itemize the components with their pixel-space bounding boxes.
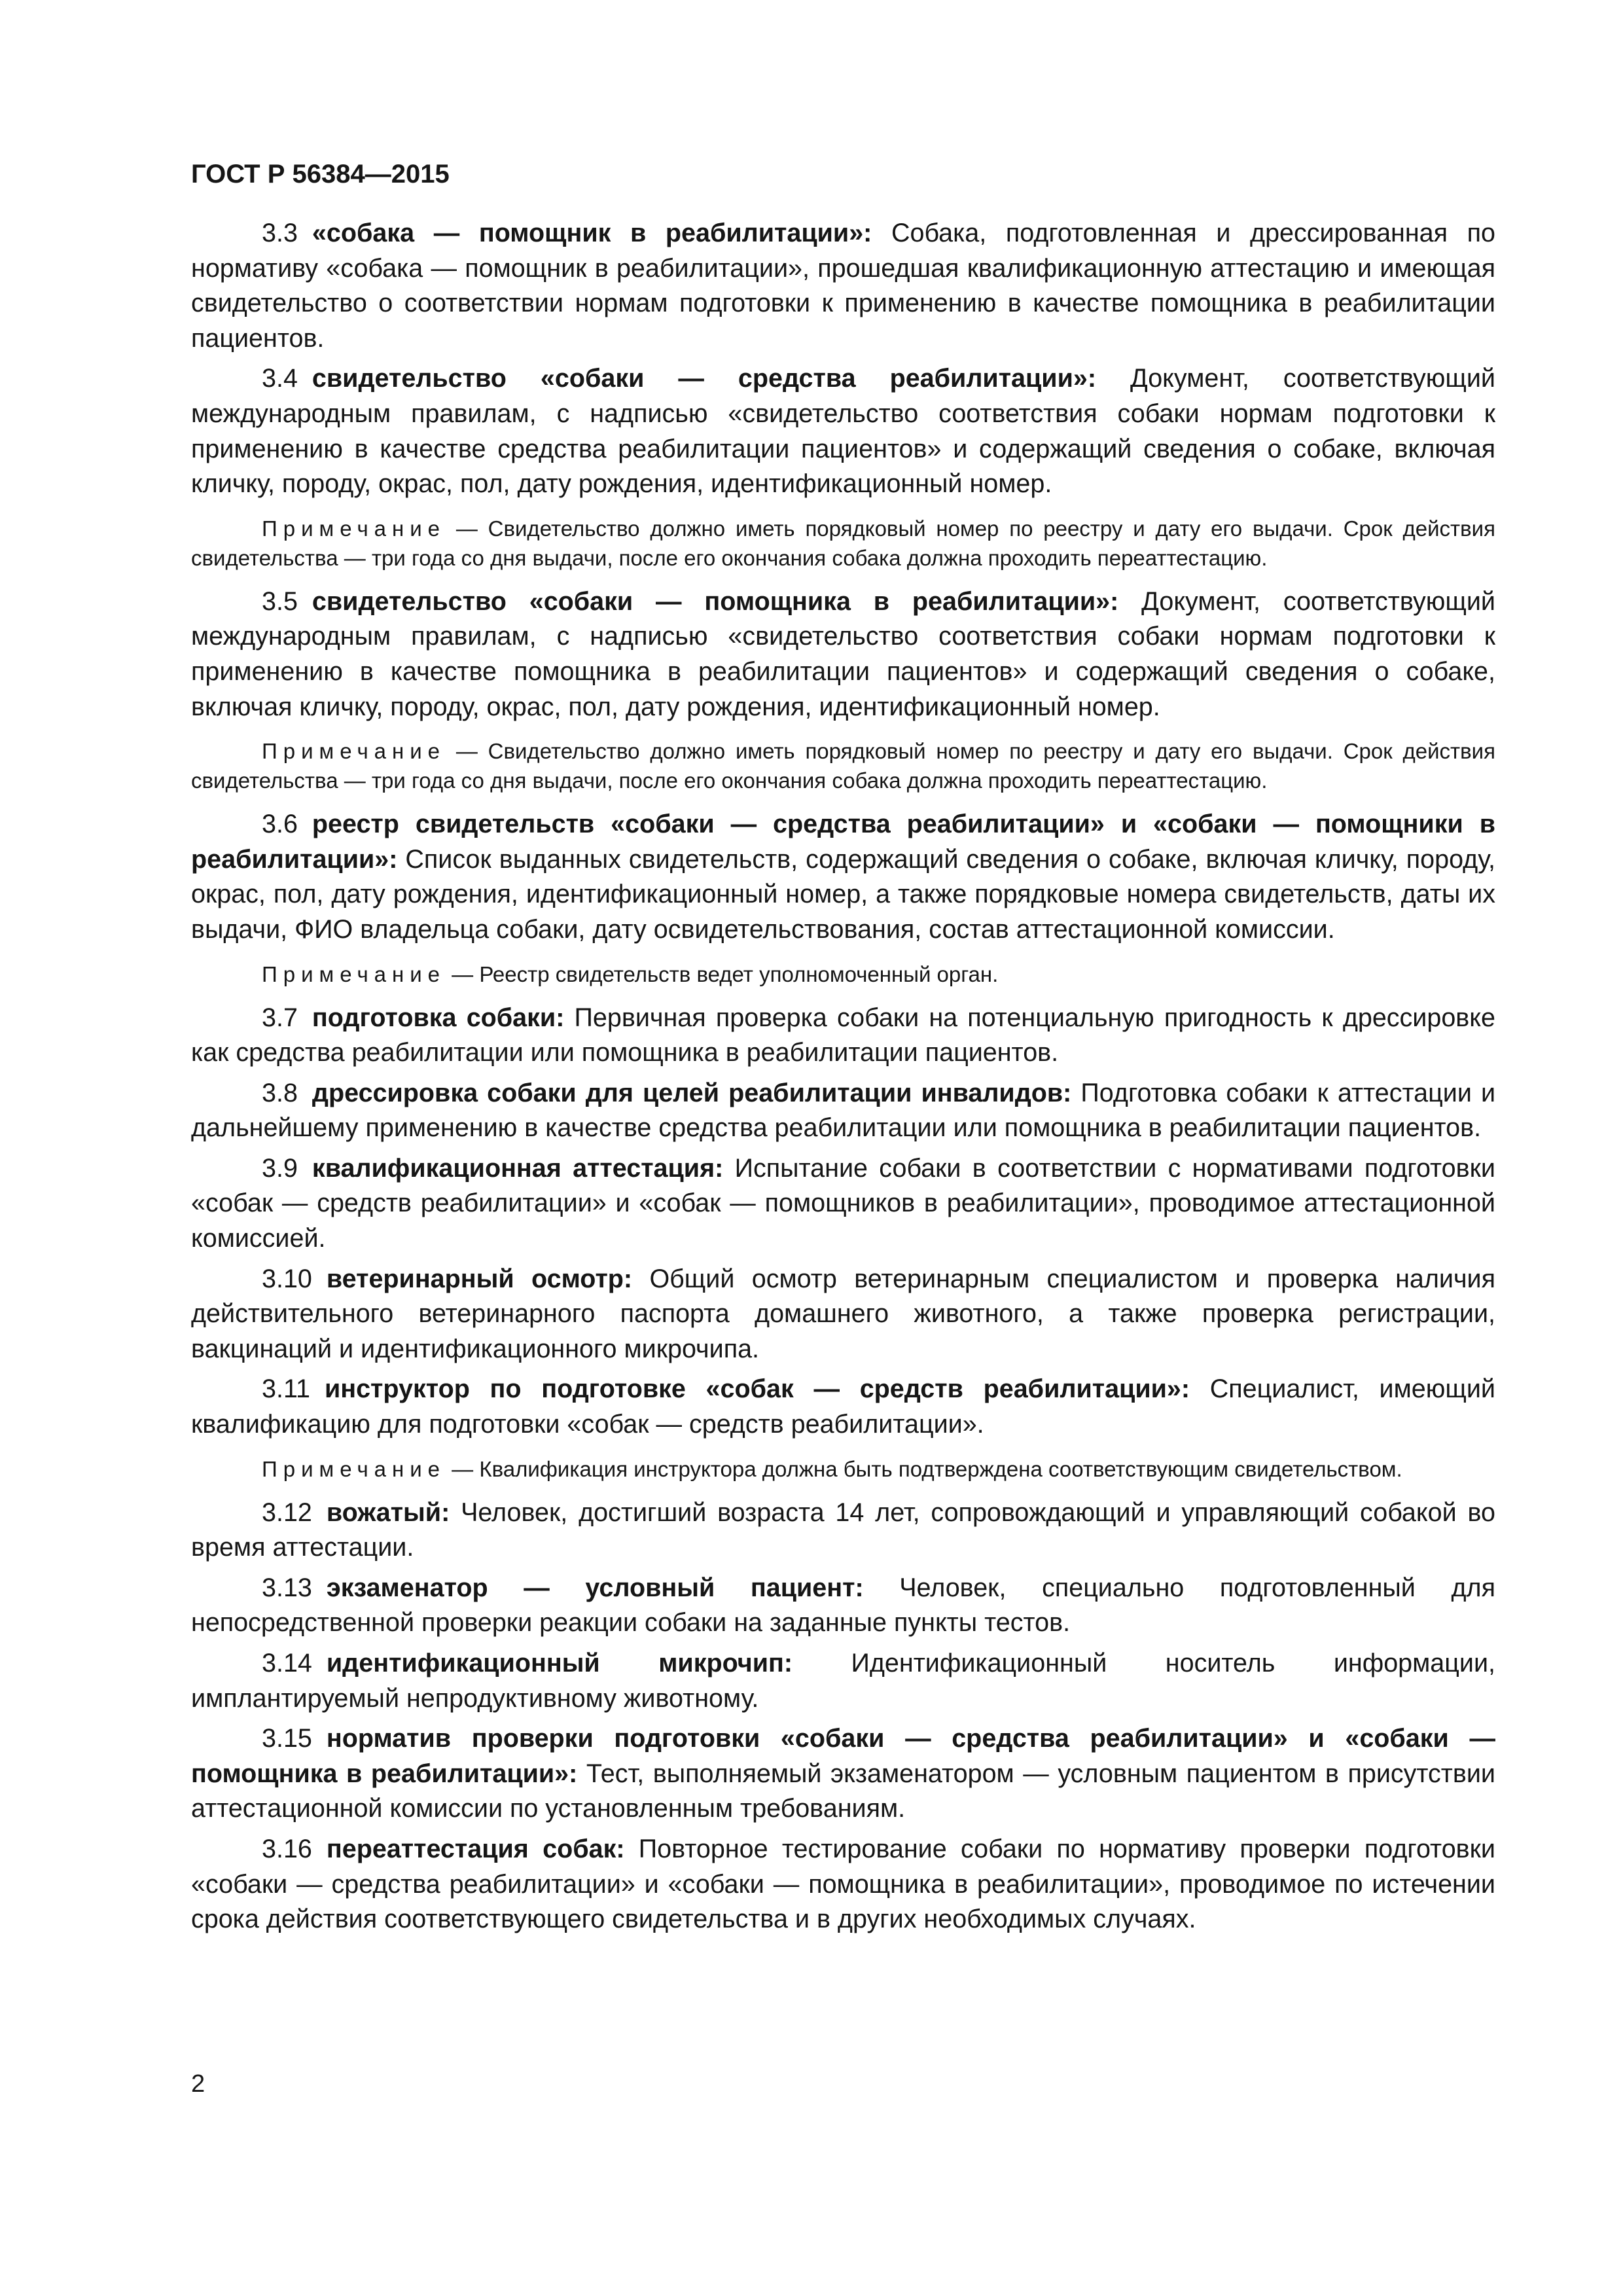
term-entry-3-15 xyxy=(191,1721,1495,1827)
term-entry-3-12 xyxy=(191,1496,1495,1566)
term-definition: Подготовка собаки к аттестации и дальнейшему применению в качестве средства реабилитации или помощника в реабилитации пациентов. xyxy=(191,1078,1496,1143)
term-entry-3-7 xyxy=(191,1001,1495,1071)
term-label: вожатый: xyxy=(326,1498,450,1527)
entry-number: 3.3 xyxy=(262,219,298,247)
note-label: Примечание xyxy=(262,516,446,541)
entry-number: 3.6 xyxy=(262,810,298,839)
term-label: «собака — помощник в реабилитации»: xyxy=(312,219,872,247)
term-entry-3-6 xyxy=(191,807,1495,947)
term-entry-3-14 xyxy=(191,1646,1495,1716)
term-entry-3-8 xyxy=(191,1076,1495,1146)
note-text: — Квалификация инструктора должна быть подтверждена соответствующим свидетельством. xyxy=(446,1456,1402,1481)
term-label: инструктор по подготовке «собак — средств реабилитации»: xyxy=(324,1374,1190,1404)
term-label: идентификационный микрочип: xyxy=(326,1649,793,1677)
note-label: Примечание xyxy=(262,961,446,986)
term-definition: Идентификационный носитель информации, имплантируемый непродуктивному животному. xyxy=(191,1649,1495,1713)
document-page xyxy=(191,158,1495,1943)
term-definition: Специалист, имеющий квалификацию для подготовки «собак — средств реабилитации». xyxy=(191,1374,1495,1439)
entry-number: 3.16 xyxy=(262,1834,312,1863)
term-entry-3-5 xyxy=(191,584,1495,725)
entry-number: 3.4 xyxy=(262,364,298,393)
term-definition: Документ, соответствующий международным правилам, с надписью «свидетельство соответствия собаки нормам подготовки к применению в качестве средства реабилитации пациентов» и содержащий сведения о собаке, включая кличку, породу, окрас, пол, дату рождения, идентификационный номер. xyxy=(191,364,1495,499)
note-3-5 xyxy=(191,736,1495,795)
note-label: Примечание xyxy=(262,1456,446,1481)
term-definition: Собака, подготовленная и дрессированная по нормативу «собака — помощник в реабилитации», прошедшая квалификационную аттестацию и имеющая свидетельство о соответствии нормам подготовки к применению в качестве помощника в реабилитации пациентов. xyxy=(191,219,1496,353)
entry-number: 3.8 xyxy=(262,1078,298,1107)
entry-number: 3.13 xyxy=(262,1573,312,1602)
term-label: свидетельство «собаки — средства реабилитации»: xyxy=(312,364,1096,393)
term-entry-3-9 xyxy=(191,1151,1495,1257)
term-label: экзаменатор — условный пациент: xyxy=(326,1573,864,1602)
entry-number: 3.14 xyxy=(262,1649,312,1677)
term-entry-3-13 xyxy=(191,1571,1495,1641)
note-text: — Свидетельство должно иметь порядковый номер по реестру и дату его выдачи. Срок действия свидетельства — три года со дня выдачи, после его окончания собака должна проходить переаттестацию. xyxy=(191,739,1495,793)
term-entry-3-4 xyxy=(191,361,1495,501)
term-definition: Список выданных свидетельств, содержащий сведения о собаке, включая кличку, породу, окрас, пол, дату рождения, идентификационный номер, а также порядковые номера свидетельств, даты их выдачи, ФИО владельца собаки, дату освидетельствования, состав аттестационной комиссии. xyxy=(191,844,1495,944)
entry-number: 3.12 xyxy=(262,1498,312,1527)
term-definition: Человек, достигший возраста 14 лет, сопровождающий и управляющий собакой во время аттестации. xyxy=(191,1498,1495,1562)
term-label: ветеринарный осмотр: xyxy=(326,1264,633,1293)
term-definition: Человек, специально подготовленный для непосредственной проверки реакции собаки на заданные пункты тестов. xyxy=(191,1573,1495,1638)
term-definition: Документ, соответствующий международным правилам, с надписью «свидетельство соответствия собаки нормам подготовки к применению в качестве помощника в реабилитации пациентов» и содержащий сведения о собаке, включая кличку, породу, окрас, пол, дату рождения, идентификационный номер. xyxy=(191,586,1495,721)
note-text: — Свидетельство должно иметь порядковый номер по реестру и дату его выдачи. Срок действия свидетельства — три года со дня выдачи, после его окончания собака должна проходить переаттестацию. xyxy=(191,516,1495,570)
term-entry-3-3 xyxy=(191,216,1495,356)
standard-header: ГОСТ Р 56384—2015 xyxy=(191,160,450,188)
term-entry-3-11 xyxy=(191,1372,1495,1442)
note-label: Примечание xyxy=(262,739,446,764)
term-entry-3-16 xyxy=(191,1832,1495,1937)
term-definition: Первичная проверка собаки на потенциальную пригодность к дрессировке как средства реабилитации или помощника в реабилитации пациентов. xyxy=(191,1003,1495,1067)
term-label: подготовка собаки: xyxy=(312,1003,565,1032)
page-number: 2 xyxy=(191,2070,205,2098)
term-entry-3-10 xyxy=(191,1262,1495,1367)
entry-number: 3.9 xyxy=(262,1153,298,1183)
term-definition: Тест, выполняемый экзаменатором — условным пациентом в присутствии аттестационной комиссии по установленным требованиям. xyxy=(191,1759,1495,1823)
entry-number: 3.5 xyxy=(262,586,298,616)
entry-number: 3.7 xyxy=(262,1003,298,1032)
note-text: — Реестр свидетельств ведет уполномоченный орган. xyxy=(446,961,999,986)
note-3-4 xyxy=(191,514,1495,573)
term-definition: Общий осмотр ветеринарным специалистом и проверка наличия действительного ветеринарного паспорта домашнего животного, а также проверка регистрации, вакцинаций и идентификационного микрочипа. xyxy=(191,1264,1495,1363)
entry-number: 3.15 xyxy=(262,1724,312,1753)
term-label: реестр свидетельств «собаки — средства реабилитации» и «собаки — помощники в реабилитации»: xyxy=(191,810,1495,874)
note-3-6 xyxy=(191,960,1495,989)
term-definition: Повторное тестирование собаки по нормативу проверки подготовки «собаки — средства реабилитации» и «собаки — помощника в реабилитации», проводимое по истечении срока действия соответствующего свидетельства и в других необходимых случаях. xyxy=(191,1834,1495,1934)
term-label: переаттестация собак: xyxy=(326,1834,625,1863)
term-label: норматив проверки подготовки «собаки — средства реабилитации» и «собаки — помощника в реабилитации»: xyxy=(191,1724,1495,1788)
term-label: свидетельство «собаки — помощника в реабилитации»: xyxy=(312,586,1119,616)
term-definition: Испытание собаки в соответствии с нормативами подготовки «собак — средств реабилитации» и «собак — помощников в реабилитации», проводимое аттестационной комиссией. xyxy=(191,1153,1495,1253)
note-3-11 xyxy=(191,1454,1495,1484)
entry-number: 3.11 xyxy=(262,1374,310,1404)
term-label: квалификационная аттестация: xyxy=(312,1153,724,1183)
entry-number: 3.10 xyxy=(262,1264,312,1293)
term-label: дрессировка собаки для целей реабилитации инвалидов: xyxy=(312,1078,1072,1107)
